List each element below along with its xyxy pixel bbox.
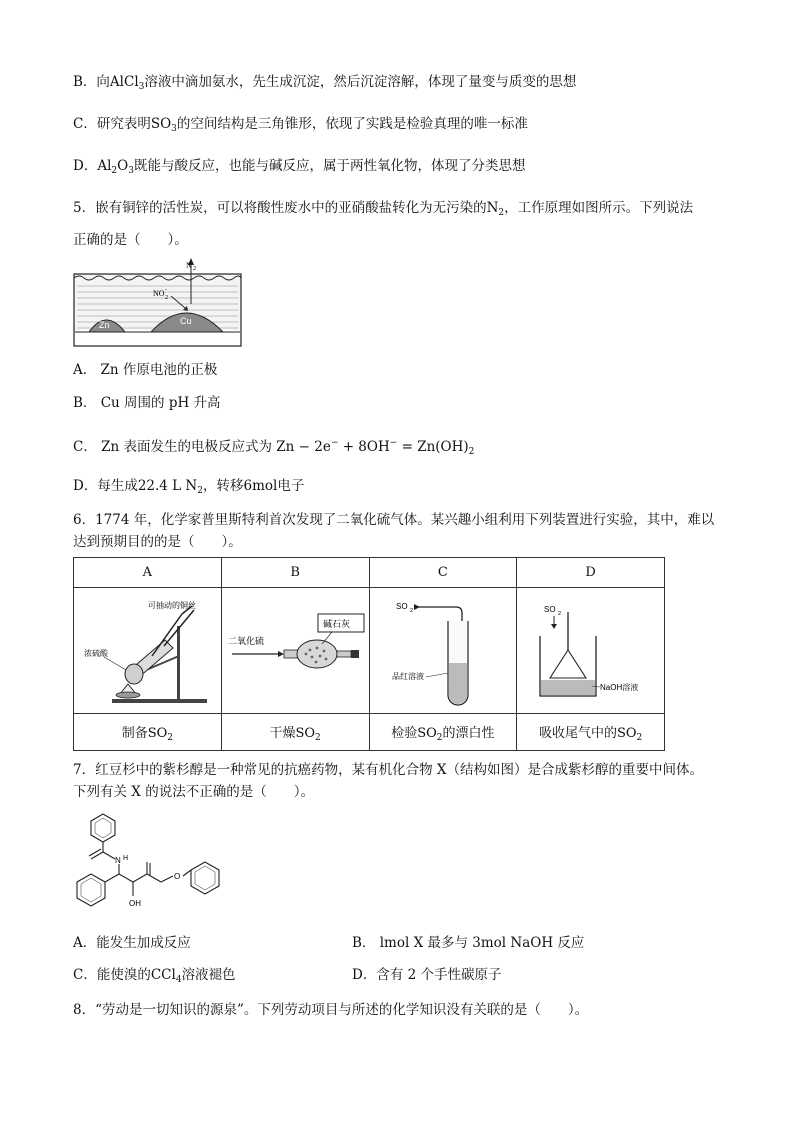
q6-stem: 6．1774 年，化学家普里斯特利首次发现了二氧化硫气体。某兴趣小组利用下列装置进行实验，其中，难以 [73,512,715,528]
q5-option-a: A． Zn 作原电池的正极 [73,362,218,378]
apparatus-d [517,588,665,714]
col-header-b: B [221,558,369,588]
svg-text:2: 2 [165,295,168,301]
svg-text:品红溶液: 品红溶液 [391,672,424,681]
q7-stem-cont: 下列有关 X 的说法不正确的是（ ）。 [73,784,314,800]
svg-text:-: - [165,287,167,293]
n2-label: N [186,261,192,270]
apparatus-b [221,588,369,714]
col-header-c: C [369,558,517,588]
q5-stem: 5．嵌有铜锌的活性炭，可以将酸性废水中的亚硝酸盐转化为无污染的$N_2$，工作原理如图所示。下列说法 [73,200,694,218]
q7-structure-figure [73,808,223,924]
q7-stem: 7．红豆杉中的紫杉醇是一种常见的抗癌药物，某有机化合物 X（结构如图）是合成紫杉醇的重要中间体。 [73,762,703,778]
svg-text:浓硫酸: 浓硫酸 [84,648,109,658]
svg-text:NaOH溶液: NaOH溶液 [599,682,638,692]
svg-text:2: 2 [409,608,413,614]
q5-option-b: B． Cu 周围的 pH 升高 [73,395,221,411]
oh-group: OH [129,899,141,908]
h-atom: H [123,855,129,862]
zn-label: Zn [99,320,110,330]
apparatus-a [74,588,222,714]
q8-stem: 8．“劳动是一切知识的源泉”。下列劳动项目与所述的化学知识没有关联的是（ ）。 [73,1002,589,1018]
svg-text:SO: SO [543,604,556,614]
q4-option-d: D．$Al_2O_3$既能与酸反应，也能与碱反应，属于两性氧化物，体现了分类思想 [73,158,526,176]
caption-c: 检验$SO_2$的漂白性 [369,714,517,751]
svg-text:二氧化硫: 二氧化硫 [227,635,264,646]
caption-b: 干燥$SO_2$ [221,714,369,751]
svg-text:碱石灰: 碱石灰 [322,618,350,629]
svg-text:2: 2 [193,266,196,272]
q5-option-c: C． Zn 表面发生的电极反应式为 $Zn - 2e^- + 8OH^- = Zn(OH)_2$ [73,438,475,457]
apparatus-c [369,588,517,714]
col-header-a: A [74,558,222,588]
no2-label: NO [153,289,165,298]
q5-option-d: D．每生成22.4 L $N_2$，转移6mol电子 [73,478,305,496]
o-atom: O [174,872,181,881]
q5-cell-figure [73,256,243,348]
q7-option-a: A．能发生加成反应 [73,935,191,951]
col-header-d: D [517,558,665,588]
q5-stem-cont: 正确的是（ ）。 [73,232,188,248]
q6-stem-cont: 达到预期目的的是（ ）。 [73,534,242,550]
q7-option-c: C．能使溴的CCl$_4$溶液褪色 [73,967,236,985]
svg-text:SO: SO [395,602,408,611]
caption-d: 吸收尾气中的$SO_2$ [517,714,665,751]
n-atom: N [115,856,121,865]
caption-a: 制备$SO_2$ [74,714,222,751]
svg-text:2: 2 [557,610,561,617]
svg-text:可抽动的铜丝: 可抽动的铜丝 [148,600,197,610]
q4-option-b: B．向AlCl$_3$溶液中滴加氨水，先生成沉淀，然后沉淀溶解，体现了量变与质变的思想 [73,74,577,92]
cu-label: Cu [180,316,192,326]
q7-option-d: D．含有 2 个手性碳原子 [352,967,502,983]
q7-option-b: B． lmol X 最多与 3mol NaOH 反应 [352,935,585,951]
q4-option-c: C．研究表明$SO_3$的空间结构是三角锥形，依现了实践是检验真理的唯一标准 [73,116,528,134]
q6-apparatus-table [73,557,665,751]
